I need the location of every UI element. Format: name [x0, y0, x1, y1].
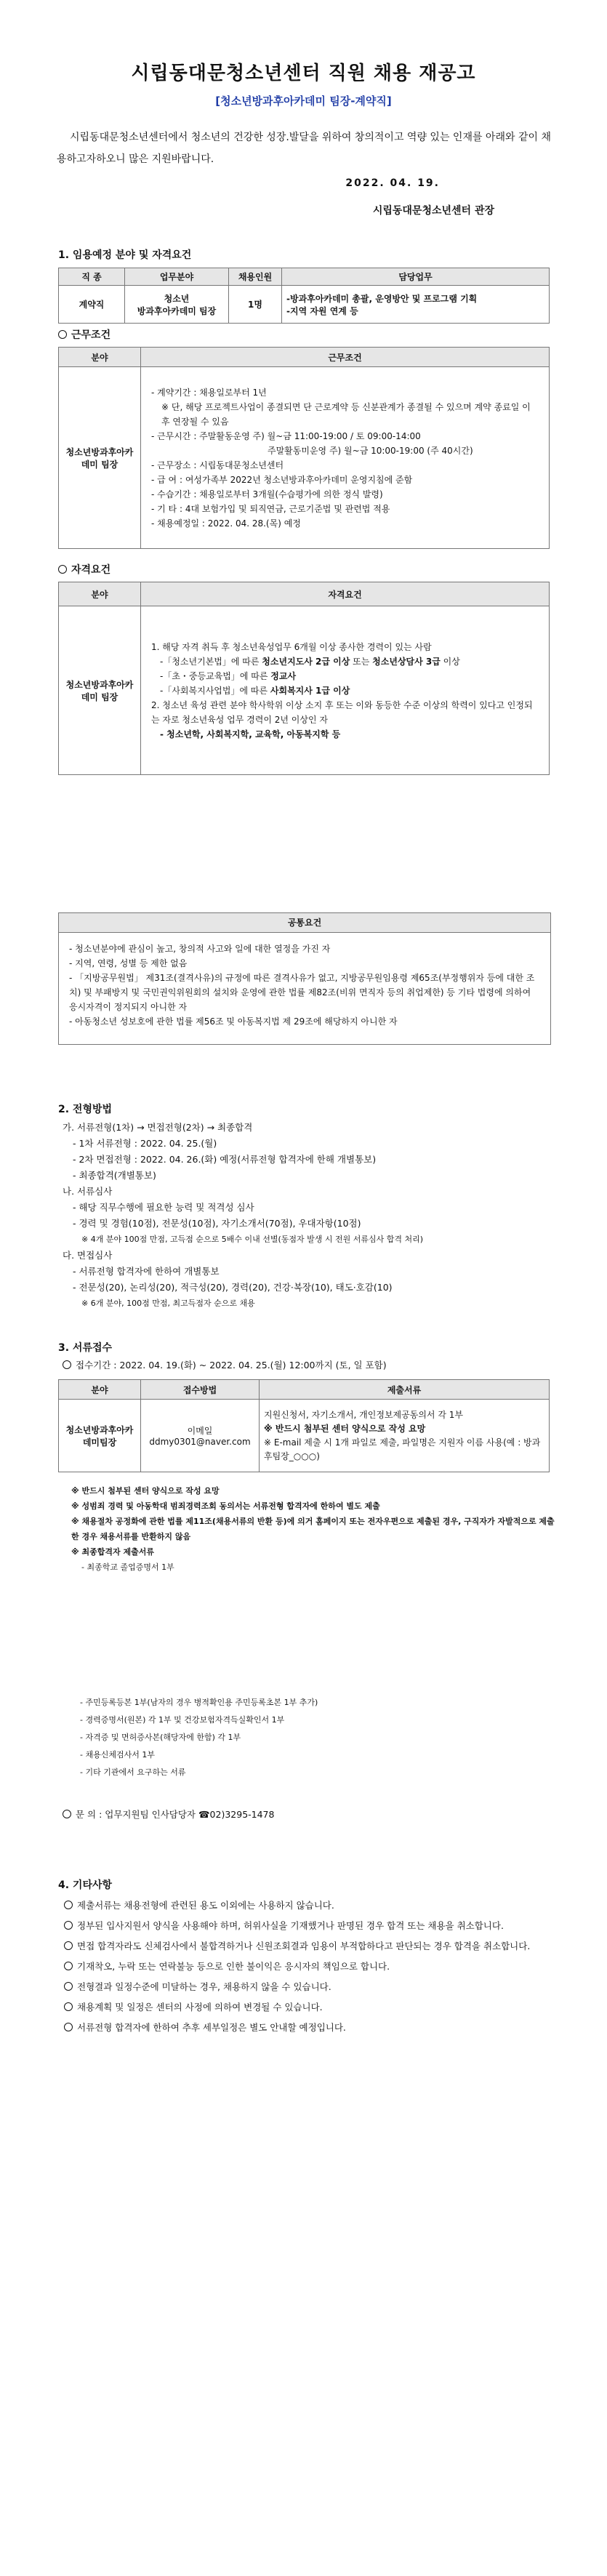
other-note-item: [64, 1918, 544, 1934]
other-note-text: 면접 합격자라도 신체검사에서 불합격하거나 신원조회결과 임용이 부적합하다고 판단되는 경우 합격을 취소합니다.: [77, 1941, 531, 1951]
application-doc-line: 지원신청서, 자기소개서, 개인정보제공동의서 각 1부: [264, 1409, 463, 1420]
application-notes: [71, 1483, 558, 1575]
qual-text: -「사회복지사업법」에 따른: [160, 685, 270, 696]
contact-text: 문 의 : 업무지원팀 인사담당자 ☎02)3295-1478: [76, 1809, 275, 1820]
qual-text: 이상: [440, 656, 460, 667]
selection-line: - 최종합격(개별통보): [73, 1170, 156, 1181]
circle-bullet-icon: [64, 1941, 73, 1950]
other-note-text: 채용계획 및 일정은 센터의 사정에 의하여 변경될 수 있습니다.: [77, 2002, 323, 2013]
selection-line: - 1차 서류전형 : 2022. 04. 25.(월): [73, 1138, 217, 1149]
work-cond-line: - 채용예정일 : 2022. 04. 28.(목) 예정: [151, 518, 301, 529]
application-note: ※ 채용절차 공정화에 관한 법률 제11조(채용서류의 반환 등)에 의거 홈페이지 또는 전자우편으로 제출된 경우, 구직자가 자발적으로 제출한 경우 채용서류를 반환하지 않음: [71, 1517, 555, 1541]
other-note-text: 정부된 입사지원서 양식을 사용해야 하며, 허위사실을 기재했거나 판명된 경우 합격 또는 채용을 취소합니다.: [77, 1920, 504, 1931]
application-header-method: 접수방법: [141, 1380, 260, 1400]
qual-line: 2. 청소년 육성 관련 분야 학사학위 이상 소지 후 또는 이와 동등한 수준 이상의 학력이 있다고 인정되는 자로 청소년육성 업무 경력이 2년 이상인 자: [151, 699, 533, 725]
application-header-field: 분야: [59, 1380, 141, 1400]
work-cond-line: - 계약기간 : 채용일로부터 1년: [151, 387, 267, 398]
position-duty-line2: -지역 자원 연계 등: [286, 305, 358, 316]
work-cond-line: - 근무장소 : 시립동대문청소년센터: [151, 460, 284, 470]
selection-line: - 2차 면접전형 : 2022. 04. 26.(화) 예정(서류전형 합격자에 한해 개별통보): [73, 1154, 377, 1165]
circle-bullet-icon: [64, 1962, 73, 1970]
section-4-heading: 4. 기타사항: [58, 1879, 113, 1891]
page-title: 시립동대문청소년센터 직원 채용 재공고: [131, 63, 476, 84]
selection-line: - 해당 직무수행에 필요한 능력 및 적격성 심사: [73, 1202, 254, 1213]
circle-bullet-icon: [58, 565, 67, 574]
qual-line: - 청소년학, 사회복지학, 교육학, 아동복지학 등: [160, 729, 341, 739]
final-doc-line: - 자격증 및 면허증사본(해당자에 한함) 각 1부: [80, 1733, 241, 1742]
application-field: 청소년방과후아카데미팀장: [59, 1400, 141, 1472]
section-2-heading: 2. 전형방법: [58, 1104, 113, 1115]
position-field-line1: 청소년: [164, 293, 190, 304]
other-note-text: 서류전형 합격자에 한하여 추후 세부일정은 별도 안내할 예정입니다.: [77, 2022, 346, 2033]
work-conditions-header-field: 분야: [59, 348, 141, 367]
page-subtitle: [청소년방과후아카데미 팀장-계약직]: [215, 95, 392, 108]
issuing-organization: 시립동대문청소년센터 관장: [372, 205, 494, 217]
common-line: - 아동청소년 성보호에 관한 법률 제56조 및 아동복지법 제 29조에 해당하지 아니한 자: [69, 1016, 398, 1027]
qual-text: -「초・중등교육법」에 따른: [160, 670, 271, 681]
application-note: ※ 성범죄 경력 및 아동학대 범죄경력조회 동의서는 서류전형 합격자에 한하여 별도 제출: [71, 1501, 380, 1511]
work-conditions-table: [58, 347, 550, 549]
other-note-item: [64, 1938, 544, 1954]
position-field-line2: 방과후아카데미 팀장: [137, 305, 217, 316]
work-cond-line: - 급 여 : 여성가족부 2022년 청소년방과후아카데미 운영지침에 준함: [151, 474, 413, 485]
selection-process: [63, 1120, 557, 1312]
final-doc-line: - 최종학교 졸업증명서 1부: [81, 1562, 174, 1572]
selection-line: ※ 4개 분야 100점 만점, 고득점 순으로 5배수 이내 선별(동점자 발생 시 전원 서류심사 합격 처리): [81, 1235, 424, 1244]
application-period: [63, 1357, 557, 1373]
common-requirements-body: [59, 933, 550, 1038]
selection-line: ※ 6개 분야, 100점 만점, 최고득점자 순으로 채용: [81, 1299, 255, 1308]
application-method-type: 이메일: [187, 1426, 213, 1436]
position-duty: [282, 286, 550, 324]
work-cond-line: - 기 타 : 4대 보험가입 및 퇴직연금, 근로기준법 및 관련법 적용: [151, 503, 390, 514]
contact-info: [63, 1807, 557, 1823]
position-field: [125, 286, 229, 324]
final-doc-line: - 경력증명서(원본) 각 1부 및 건강보험자격득실확인서 1부: [80, 1715, 285, 1725]
position-header-count: 채용인원: [229, 268, 282, 286]
work-conditions-header-cond: 근무조건: [141, 348, 550, 367]
qual-line: [151, 683, 539, 698]
work-cond-line: - 근무시간 : 주말활동운영 주) 월~금 11:00-19:00 / 토 09:00-14:00: [151, 430, 421, 441]
qual-text: -「청소년기본법」에 따른: [160, 656, 262, 667]
selection-line: - 경력 및 경험(10점), 전문성(10점), 자기소개서(70점), 우대자항(10점): [73, 1218, 361, 1229]
selection-line: 나. 서류심사: [63, 1186, 113, 1197]
work-cond-line: - 수습기간 : 채용일로부터 3개월(수습평가에 의한 정식 발령): [151, 489, 383, 499]
application-note: ※ 최종합격자 제출서류: [71, 1547, 154, 1557]
application-docs: [260, 1400, 550, 1472]
circle-bullet-icon: [63, 1810, 71, 1818]
qual-line: [151, 654, 539, 669]
qualifications-field: 청소년방과후아카데미 팀장: [59, 606, 141, 775]
section-3-heading: 3. 서류접수: [58, 1342, 113, 1354]
qualifications-heading-text: 자격요건: [71, 564, 111, 576]
circle-bullet-icon: [64, 1901, 73, 1909]
qualifications-body: [141, 606, 550, 775]
qualifications-header-req: 자격요건: [141, 582, 550, 606]
qual-text: 청소년상담사 3급: [372, 656, 441, 667]
application-doc-line: ※ E-mail 제출 시 1개 파일로 제출, 파일명은 지원자 이름 사용(예 : 방과후팀장_○○○): [264, 1437, 541, 1461]
circle-bullet-icon: [64, 2002, 73, 2011]
other-note-item: [64, 1979, 544, 1995]
section-1-heading: 1. 임용예정 분야 및 자격요건: [58, 249, 192, 261]
other-note-item: [64, 1898, 544, 1914]
final-doc-line: - 기타 기관에서 요구하는 서류: [80, 1768, 186, 1777]
qual-text: 청소년지도사 2급 이상: [262, 656, 350, 667]
selection-line: 다. 면접심사: [63, 1250, 113, 1261]
application-period-text: 접수기간 : 2022. 04. 19.(화) ~ 2022. 04. 25.(월) 12:00까지 (토, 일 포함): [76, 1360, 387, 1371]
intro-paragraph: 시립동대문청소년센터에서 청소년의 건강한 성장.발달을 위하여 창의적이고 역량 있는 인재를 아래와 같이 채용하고자하오니 많은 지원바랍니다.: [57, 132, 551, 165]
other-notes: [64, 1898, 544, 2040]
common-line: - 지역, 연령, 성별 등 제한 없음: [69, 958, 188, 968]
position-header-field: 업무분야: [125, 268, 229, 286]
application-doc-line: ※ 반드시 첨부된 센터 양식으로 작성 요망: [264, 1423, 426, 1434]
final-doc-line: - 주민등록등본 1부(남자의 경우 병적확인용 주민등록초본 1부 추가): [80, 1698, 318, 1707]
circle-bullet-icon: [58, 330, 67, 339]
work-conditions-heading: [58, 327, 110, 342]
application-header-docs: 제출서류: [260, 1380, 550, 1400]
other-note-text: 전형결과 일정수준에 미달하는 경우, 채용하지 않을 수 있습니다.: [77, 1981, 331, 1992]
other-note-text: 기재착오, 누락 또는 연락불능 등으로 인한 불이익은 응시자의 책임으로 합니다.: [77, 1961, 390, 1972]
common-requirements-heading: 공통요건: [59, 913, 550, 933]
position-header-duty: 담당업무: [282, 268, 550, 286]
circle-bullet-icon: [63, 1360, 71, 1369]
work-conditions-field: 청소년방과후아카데미 팀장: [59, 367, 141, 549]
qual-text: 정교사: [270, 670, 297, 681]
other-note-item: [64, 1999, 544, 2015]
position-table: [58, 268, 550, 324]
circle-bullet-icon: [64, 1982, 73, 1991]
final-documents: [80, 1694, 574, 1781]
qual-text: 사회복지사 1급 이상: [270, 685, 350, 696]
position-duty-line1: -방과후아카데미 총괄, 운영방안 및 프로그램 기획: [286, 293, 478, 304]
selection-line: 가. 서류전형(1차) → 면접전형(2차) → 최종합격: [63, 1122, 253, 1133]
qualifications-header-field: 분야: [59, 582, 141, 606]
work-conditions-heading-text: 근무조건: [71, 329, 111, 341]
selection-line: - 전문성(20), 논리성(20), 적극성(20), 경력(20), 건강·복장(10), 태도·호감(10): [73, 1282, 393, 1293]
selection-line: - 서류전형 합격자에 한하여 개별통보: [73, 1266, 220, 1277]
work-conditions-body: [141, 367, 550, 549]
qual-line: [151, 669, 539, 683]
application-method: [141, 1400, 260, 1472]
other-note-text: 제출서류는 채용전형에 관련된 용도 이외에는 사용하지 않습니다.: [77, 1900, 334, 1911]
notice-date: 2022. 04. 19.: [345, 177, 440, 189]
position-count: 1명: [229, 286, 282, 324]
qual-text: 또는: [350, 656, 373, 667]
common-line: - 청소년분야에 관심이 높고, 창의적 사고와 일에 대한 열정을 가진 자: [69, 944, 331, 954]
application-table: [58, 1379, 550, 1472]
other-note-item: [64, 1959, 544, 1975]
common-requirements-box: [58, 912, 551, 1045]
qual-line: 1. 해당 자격 취득 후 청소년육성업무 6개월 이상 종사한 경력이 있는 사람: [151, 641, 432, 652]
qualifications-heading: [58, 562, 110, 577]
application-note: ※ 반드시 첨부된 센터 양식으로 작성 요망: [71, 1486, 220, 1496]
application-email-link[interactable]: ddmy0301@naver.com: [149, 1437, 251, 1447]
final-doc-line: - 채용신체검사서 1부: [80, 1750, 155, 1760]
work-cond-line: 주말활동미운영 주) 월~금 10:00-19:00 (주 40시간): [268, 445, 473, 456]
circle-bullet-icon: [64, 1921, 73, 1930]
common-line: - 「지방공무원법」 제31조(결격사유)의 규정에 따른 결격사유가 없고, 지방공무원임용령 제65조(부정행위자 등에 대한 조치) 및 부패방지 및 국민권익위원회의 설치와 운영에 관한 법률 제82조(비위 면직자 등의 취업제한) 등 기타 법령에 의하여 응시자격이 정지되지 아니한 자: [69, 973, 535, 1012]
circle-bullet-icon: [64, 2023, 73, 2031]
position-type: 계약직: [59, 286, 125, 324]
other-note-item: [64, 2020, 544, 2036]
work-cond-line: ※ 단, 해당 프로젝트사업이 종결되면 단 근로계약 등 신분관계가 종결될 수 있으며 계약 종료일 이후 연장될 수 있음: [161, 401, 531, 427]
position-header-type: 직 종: [59, 268, 125, 286]
qualifications-table: [58, 582, 550, 775]
